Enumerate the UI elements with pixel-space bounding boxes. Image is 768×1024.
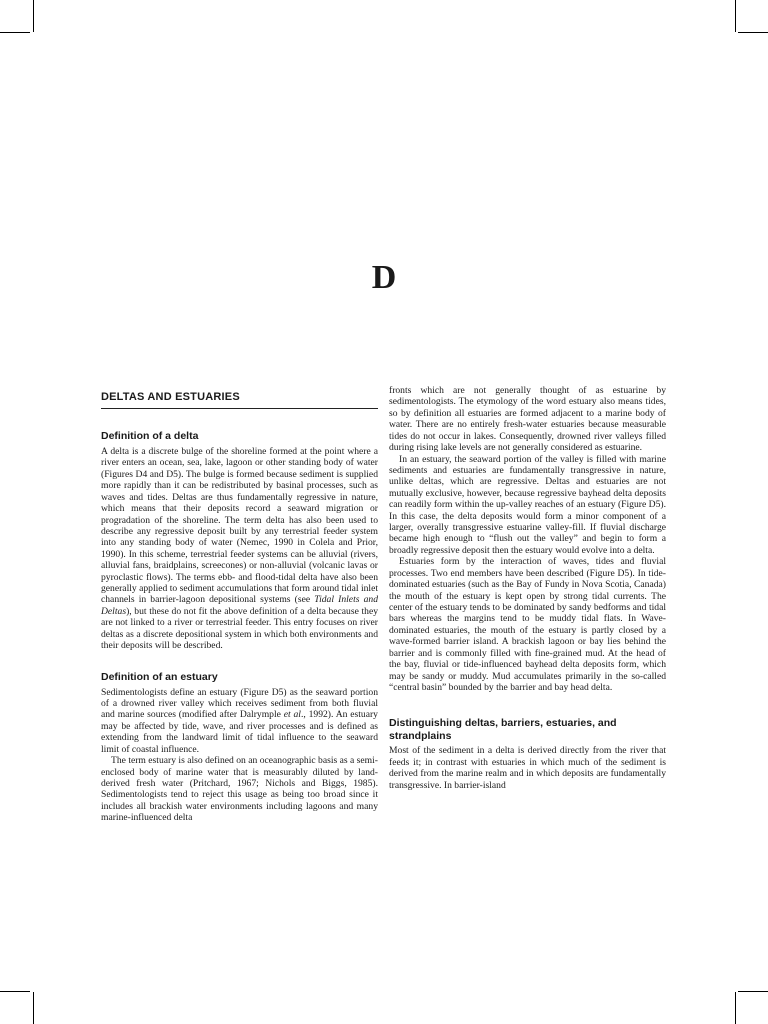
crop-mark-top-right-horizontal [738,32,768,33]
estuary-types-paragraph: Estuaries form by the interaction of waves, tides and fluvial processes. Two end members have been described (Figure D5). In tide-dominated estuaries (such as the Bay of Fundy in Nova Scotia, Canada) the mouth of the estuary is kept open by strong tidal currents. The center of the estuary tends to be dominated by sandy bedforms and tidal bars whereas the margins tend to be muddy tidal flats. In Wave-dominated estuaries, the mouth of the estuary is partly closed by a wave-formed barrier island. A brackish lagoon or bay lies behind the barrier and is commonly filled with fine-grained mud. At the head of the bay, fluvial or tide-influenced bayhead delta deposits form, which may be sandy or muddy. Mud accumulates primarily in the so-called “central basin” bounded by the barrier and bay head delta. [389,556,666,693]
estuary-oceanographic-paragraph: The term estuary is also defined on an oceanographic basis as a semi-enclosed body of marine water that is measurably diluted by land-derived fresh water (Pritchard, 1967; Nichols and Biggs, 1985). Sedimentologists tend to reject this usage as being too broad since it includes all brackish water environments including lagoons and many marine-influenced delta [101,755,378,824]
crop-mark-bottom-right-horizontal [738,991,768,992]
section-heading-estuary: Definition of an estuary [101,670,218,683]
right-column [389,385,666,791]
entry-title: DELTAS AND ESTUARIES [101,385,378,409]
distinguishing-paragraph: Most of the sediment in a delta is derived directly from the river that feeds it; in contrast with estuaries in which much of the sediment is derived from the marine realm and in which deposits are fundamentally transgressive. In barrier-island [389,745,666,791]
estuary-definition-paragraph: Sedimentologists define an estuary (Figure D5) as the seaward portion of a drowned river valley which receives sediment from both fluvial and marine sources (modified after Dalrymple et al., 1992). An estuary may be affected by tide, wave, and river processes and is defined as extending from the landward limit of tidal influence to the seaward limit of coastal influence. [101,686,378,755]
continued-paragraph: fronts which are not generally thought of as estuarine by sedimentologists. The etymology of the word estuary also means tides, so by definition all estuaries are formed adjacent to a marine body of water. There are no entirely fresh-water estuaries because measurable tides do not occur in lakes. Consequently, drowned river valleys filled during rising lake levels are not generally considered as estuarine. [389,385,666,454]
crop-mark-bottom-left-vertical [33,992,34,1024]
section-heading-delta: Definition of a delta [101,430,199,442]
crop-mark-top-left-vertical [33,0,34,32]
chapter-letter: D [371,259,397,296]
delta-definition-paragraph: A delta is a discrete bulge of the shoreline formed at the point where a river enters an ocean, sea, lake, lagoon or other standing body of water (Figures D4 and D5). The bulge is formed because sediment is supplied more rapidly than it can be redistributed by basinal processes, such as waves and tides. Deltas are thus fundamentally regressive in nature, which means that their deposits record a seaward migration or progradation of the shoreline. The term delta has also been used to describe any regressive deposit built by any terrestrial feeder system into any standing body of water (Nemec, 1990 in Colela and Prior, 1990). In this scheme, terrestrial feeder systems can be alluvial (rivers, alluvial fans, braidplains, screecones) or non-alluvial (volcanic lavas or pyroclastic flows). The terms ebb- and flood-tidal delta have also been generally applied to sediment accumulations that form around tidal inlet channels in barrier-lagoon depositional systems (see Tidal Inlets and Deltas), but these do not fit the above definition of a delta because they are not linked to a river or terrestrial feeder. This entry focuses on river deltas as a discrete depositional system in which both environments and their deposits will be described. [101,446,378,652]
section-heading-distinguishing: Distinguishing deltas, barriers, estuaries, and strandplains [389,717,617,743]
crop-mark-top-left-horizontal [0,32,30,33]
crop-mark-bottom-right-vertical [735,992,736,1024]
estuary-transgressive-paragraph: In an estuary, the seaward portion of the valley is filled with marine sediments and estuaries are fundamentally transgressive in nature, unlike deltas, which are regressive. Deltas and estuaries are not mutually exclusive, however, because regressive bayhead delta deposits can readily form within the up-valley reaches of an estuary (Figure D5). In this case, the delta deposits would form a minor component of a larger, overally transgressive estuarine valley-fill. If fluvial discharge became high enough to “flush out the valley” and begin to form a broadly regressive deposit then the estuary would evolve into a delta. [389,453,666,556]
crop-mark-top-right-vertical [735,0,736,32]
left-column [101,385,378,824]
crop-mark-bottom-left-horizontal [0,991,30,992]
